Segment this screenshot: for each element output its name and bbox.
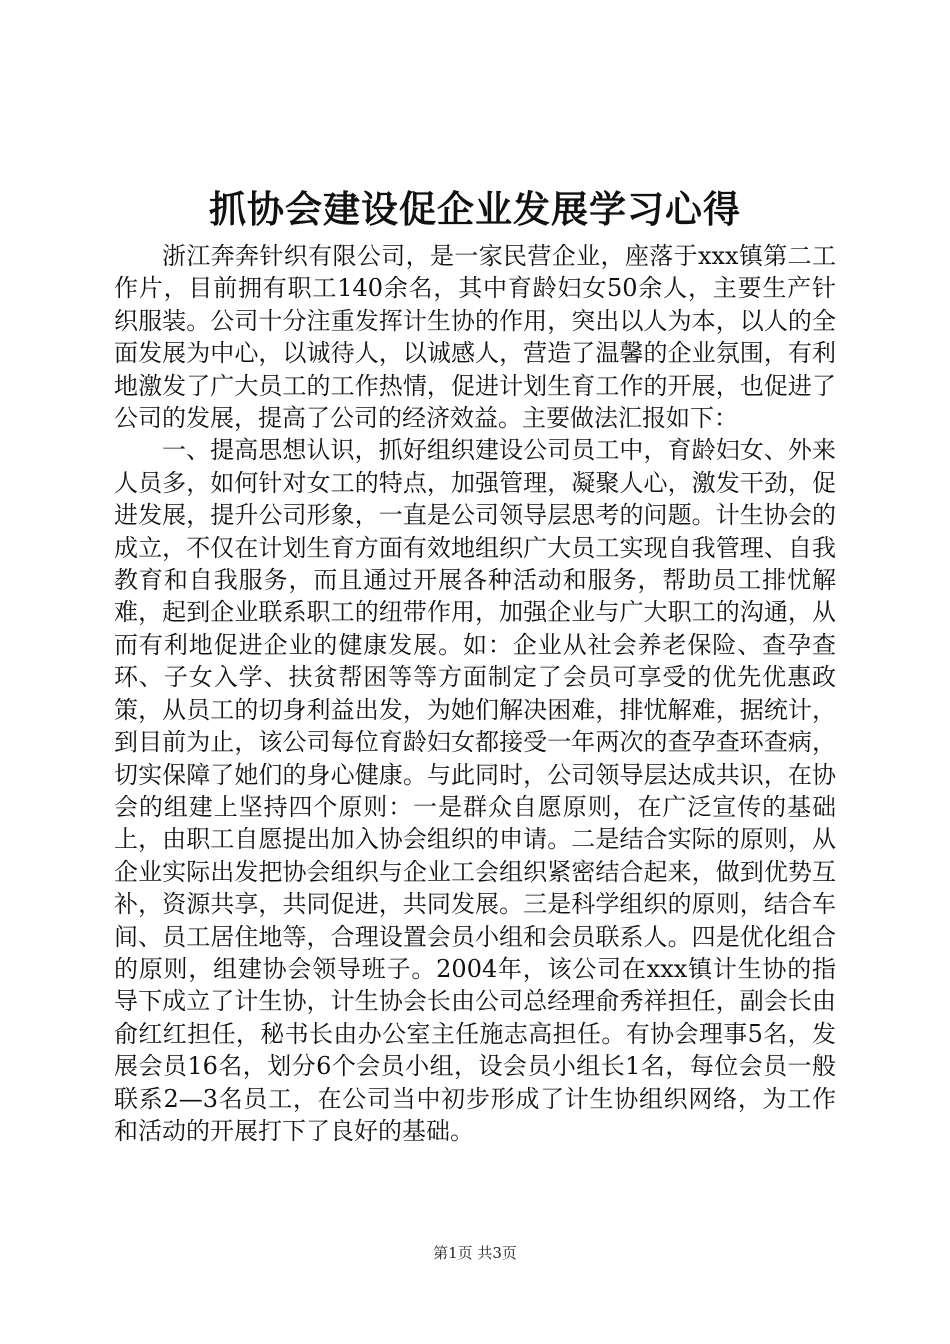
paragraph-intro: 浙江奔奔针织有限公司，是一家民营企业，座落于xxx镇第二工作片，目前拥有职工140余名，其中育龄妇女50余人，主要生产针织服装。公司十分注重发挥计生协的作用，突出以人为本，以人的全面发展为中心，以诚待人，以诚感人，营造了温馨的企业氛围，有利地激发了广大员工的工作热情，促进计划生育工作的开展，也促进了公司的发展，提高了公司的经济效益。主要做法汇报如下： xyxy=(114,242,836,433)
paragraph-section-one: 一、提高思想认识，抓好组织建设公司员工中，育龄妇女、外来人员多，如何针对女工的特点，加强管理，凝聚人心，激发干劲，促进发展，提升公司形象，一直是公司领导层思考的问题。计生协会的成立，不仅在计划生育方面有效地组织广大员工实现自我管理、自我教育和自我服务，而且通过开展各种活动和服务，帮助员工排忧解难，起到企业联系职工的纽带作用，加强企业与广大职工的沟通，从而有利地促进企业的健康发展。如：企业从社会养老保险、查孕查环、子女入学、扶贫帮困等等方面制定了会员可享受的优先优惠政策，从员工的切身利益出发，为她们解决困难，排忧解难，据统计，到目前为止，该公司每位育龄妇女都接受一年两次的查孕查环查病，切实保障了她们的身心健康。与此同时，公司领导层达成共识，在协会的组建上坚持四个原则：一是群众自愿原则，在广泛宣传的基础上，由职工自愿提出加入协会组织的申请。二是结合实际的原则，从企业实际出发把协会组织与企业工会组织紧密结合起来，做到优势互补，资源共享，共同促进，共同发展。三是科学组织的原则，结合车间、员工居住地等，合理设置会员小组和会员联系人。四是优化组合的原则，组建协会领导班子。2004年，该公司在xxx镇计生协的指导下成立了计生协，计生协会长由公司总经理俞秀祥担任，副会长由俞红红担任，秘书长由办公室主任施志高担任。有协会理事5名，发展会员16名，划分6个会员小组，设会员小组长1名，每位会员一般联系2—3名员工，在公司当中初步形成了计生协组织网络，为工作和活动的开展打下了良好的基础。 xyxy=(114,436,836,1145)
document-body xyxy=(114,240,836,1147)
page-number: 第1页 共3页 xyxy=(433,1244,517,1262)
document-title: 抓协会建设促企业发展学习心得 xyxy=(209,188,741,231)
